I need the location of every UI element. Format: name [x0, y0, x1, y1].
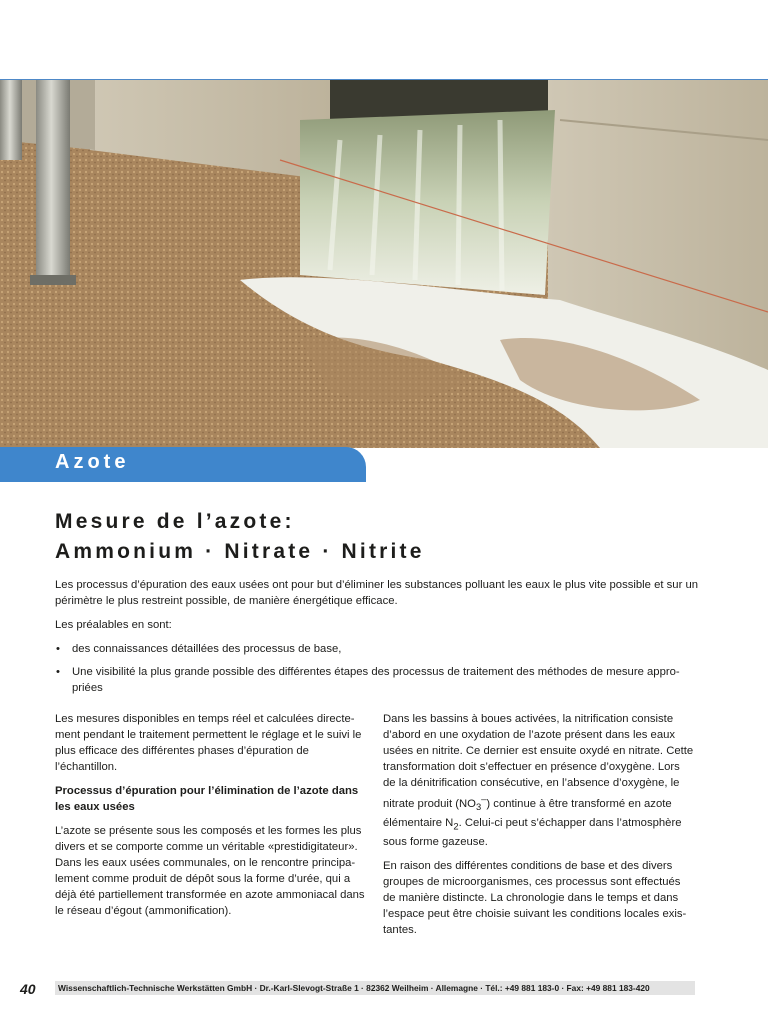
title-line-2: Ammonium · Nitrate · Nitrite [55, 540, 425, 563]
prerequisites-list [55, 641, 705, 696]
text-run: Dans les bassins à boues activées, la nitrification consiste d’abord en une oxydation de l’azote présent dans les eaux usées en nitrite. Ce dernier est ensuite oxydé en nitrate. Cette transformation doit s’effectuer en présence d’oxygène. Lors de la dénitrification consécutive, en l’absence d’oxygène, le nitrate produit (NO [383, 713, 694, 810]
right-column [383, 711, 695, 946]
title-line-1: Mesure de l’azote: [55, 510, 295, 533]
footer-address: Wissenschaftlich-Technische Werkstätten GmbH · Dr.-Karl-Slevogt-Straße 1 · 82362 Weilheim · Allemagne · Tél.: +49 881 183-0 · Fax: +49 881 183-420 [58, 983, 650, 993]
text-run: . Celui-ci peut s’échapper dans l’atmosphère sous forme gazeuse. [383, 817, 682, 849]
section-tab-azote [0, 447, 366, 482]
subscript: 2 [453, 820, 459, 832]
superscript: – [481, 793, 487, 804]
prerequisites-label: Les préalables en sont: [55, 619, 172, 631]
page-footer [0, 975, 768, 1001]
intro-section [55, 577, 705, 703]
section-tab-label: Azote [55, 451, 130, 473]
intro-paragraph: Les processus d’épuration des eaux usées ont pour but d’éliminer les substances polluant les eaux le plus vite possible et sur un périmètre le plus restreint possible, de manière énergétique efficace. [55, 579, 699, 607]
hero-photo-wastewater-weir [0, 79, 768, 448]
subheading: Processus d’épuration pour l’élimination de l’azote dans les eaux usées [55, 785, 359, 813]
left-column [55, 711, 367, 927]
body-paragraph [383, 711, 695, 850]
list-item: • des connaissances détaillées des processus de base, [55, 641, 705, 657]
body-paragraph: Les mesures disponibles en temps réel et calculées directe-ment pendant le traitement permettent le réglage et le suivi le plus efficace des différentes phases d’épuration de l’échantillon. [55, 713, 362, 773]
subscript: 3 [475, 801, 482, 813]
text-run: ) continue à être transformé en azote élémentaire N [383, 797, 672, 830]
body-paragraph: L’azote se présente sous les composés et les formes les plus divers et se comporte comme un véritable «prestidigitateur». Dans les eaux usées communales, on le rencontre principa-lement comme produit de dépôt sous la forme d’urée, qui a déjà été partiellement transformée en azote ammoniacal dans le réseau d’égout (ammonification). [55, 825, 365, 917]
body-paragraph: En raison des différentes conditions de base et des divers groupes de microorganismes, ces processus sont effectués de manière distincte. La chronologie dans le temps et dans l’espace peut être choisie suivant les conditions locales exis-tantes. [383, 860, 687, 937]
page-number: 40 [20, 981, 36, 997]
list-item: • Une visibilité la plus grande possible des différentes étapes des processus de traitement des méthodes de mesure appro-priées [55, 664, 705, 696]
page-title [55, 507, 425, 567]
